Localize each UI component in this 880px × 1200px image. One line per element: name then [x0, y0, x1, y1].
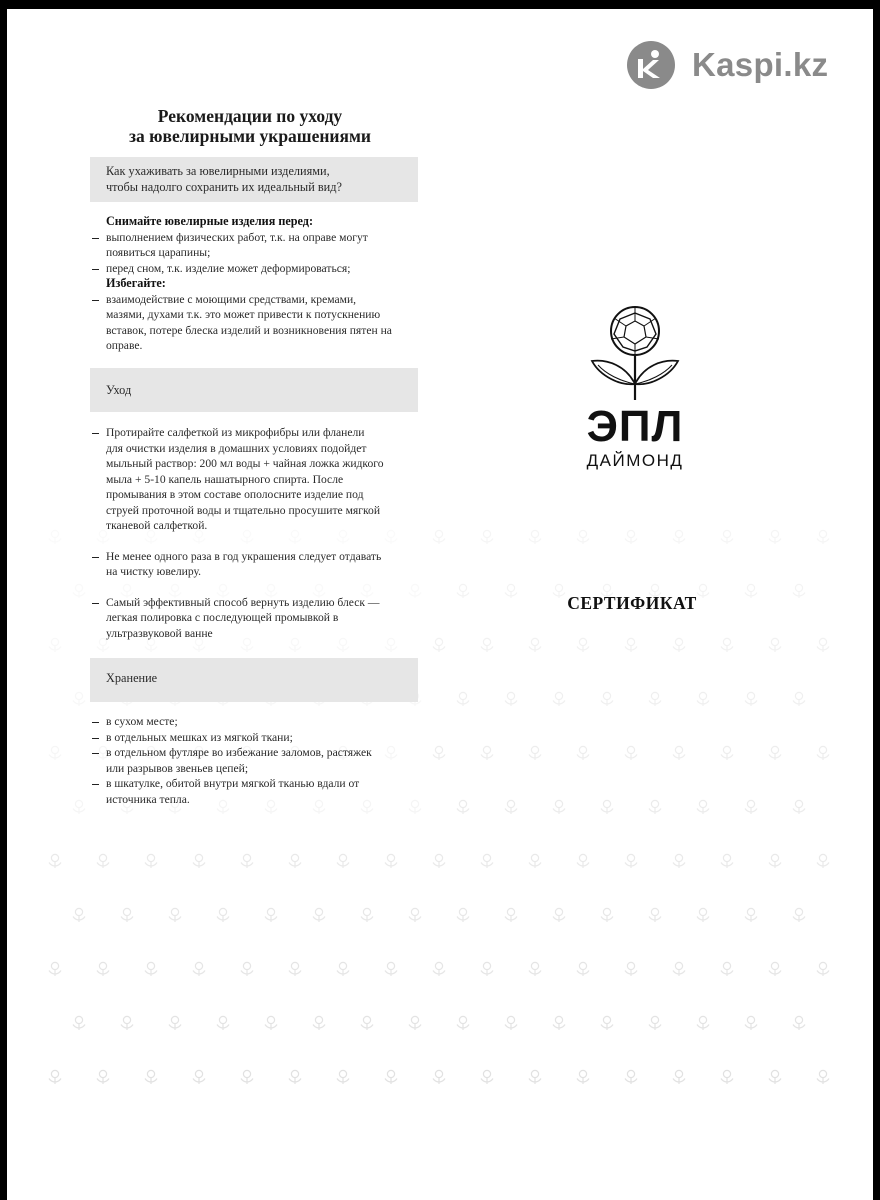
watermark-flower-icon [503, 907, 519, 923]
watermark-flower-icon [479, 1069, 495, 1085]
watermark-flower-icon [47, 745, 63, 761]
watermark-flower-icon [431, 961, 447, 977]
watermark-flower-icon [527, 961, 543, 977]
diamond-flower-icon [590, 304, 680, 402]
watermark-flower-icon [791, 583, 807, 599]
watermark-flower-icon [239, 961, 255, 977]
watermark-flower-icon [743, 583, 759, 599]
page-title [90, 106, 410, 146]
watermark-flower-icon [503, 1015, 519, 1031]
watermark-flower-icon [551, 907, 567, 923]
brand-name: ЭПЛ [586, 402, 684, 451]
watermark-flower-icon [791, 1015, 807, 1031]
watermark-flower-icon [791, 799, 807, 815]
watermark-flower-icon [71, 583, 87, 599]
watermark-flower-icon [359, 907, 375, 923]
watermark-flower-icon [191, 1069, 207, 1085]
watermark-flower-icon [407, 1015, 423, 1031]
watermark-flower-icon [647, 799, 663, 815]
watermark-flower-icon [575, 1069, 591, 1085]
list-item-continuation: тканевой салфеткой. [106, 519, 208, 532]
list-item-continuation: ультразвуковой ванне [106, 626, 213, 640]
remove-heading: Снимайте ювелирные изделия перед: [106, 214, 314, 228]
watermark-flower-icon [407, 907, 423, 923]
watermark-flower-icon [671, 637, 687, 653]
watermark-flower-icon [671, 961, 687, 977]
list-item-continuation: промывания в этом составе ополосните изделие под [106, 488, 364, 501]
watermark-flower-icon [671, 745, 687, 761]
watermark-flower-icon [215, 1015, 231, 1031]
watermark-flower-icon [743, 1015, 759, 1031]
watermark-flower-icon [383, 853, 399, 869]
watermark-flower-icon [503, 691, 519, 707]
watermark-flower-icon [719, 853, 735, 869]
watermark-flower-icon [623, 637, 639, 653]
watermark-flower-icon [47, 1069, 63, 1085]
watermark-flower-icon [623, 961, 639, 977]
watermark-flower-icon [527, 637, 543, 653]
watermark-flower-icon [479, 745, 495, 761]
list-item-continuation: мыльный раствор: 200 мл воды + чайная ложка жидкого [106, 457, 384, 470]
watermark-flower-icon [647, 907, 663, 923]
watermark-flower-icon [647, 1015, 663, 1031]
watermark-flower-icon [695, 907, 711, 923]
watermark-flower-icon [167, 1015, 183, 1031]
question-band [90, 157, 418, 202]
question-line: чтобы надолго сохранить их идеальный вид? [106, 180, 342, 194]
watermark-flower-icon [815, 529, 831, 545]
watermark-flower-icon [455, 1015, 471, 1031]
kaspi-logo [626, 39, 856, 91]
storage-heading: Хранение [106, 671, 158, 685]
watermark-flower-icon [359, 1015, 375, 1031]
list-item: в сухом месте; [90, 714, 435, 730]
watermark-flower-icon [815, 1069, 831, 1085]
watermark-flower-icon [455, 907, 471, 923]
watermark-flower-icon [47, 529, 63, 545]
list-item-continuation: источника тепла. [106, 792, 190, 806]
watermark-flower-icon [47, 637, 63, 653]
watermark-flower-icon [623, 1069, 639, 1085]
watermark-flower-icon [431, 853, 447, 869]
watermark-flower-icon [575, 961, 591, 977]
watermark-flower-icon [191, 961, 207, 977]
list-item: в отдельном футляре во избежание заломов, растяжек [90, 745, 435, 761]
watermark-flower-icon [623, 853, 639, 869]
watermark-flower-icon [95, 1069, 111, 1085]
watermark-flower-icon [767, 853, 783, 869]
list-item-continuation: для очистки изделия в домашних условиях подойдет [106, 441, 367, 455]
watermark-flower-icon [335, 1069, 351, 1085]
watermark-flower-icon [119, 1015, 135, 1031]
watermark-flower-icon [71, 1015, 87, 1031]
care-heading: Уход [106, 383, 132, 397]
watermark-flower-icon [263, 907, 279, 923]
watermark-flower-icon [263, 1015, 279, 1031]
watermark-flower-icon [71, 799, 87, 815]
watermark-flower-icon [527, 1069, 543, 1085]
watermark-flower-icon [167, 907, 183, 923]
watermark-flower-icon [47, 961, 63, 977]
watermark-flower-icon [743, 907, 759, 923]
list-item-continuation: струей проточной воды и тщательно просушите мягкой [106, 503, 381, 517]
watermark-flower-icon [719, 1069, 735, 1085]
watermark-flower-icon [623, 745, 639, 761]
watermark-flower-icon [695, 799, 711, 815]
watermark-flower-icon [143, 853, 159, 869]
document-page [7, 9, 873, 1200]
list-item: взаимодействие с моющими средствами, кремами, [90, 292, 435, 308]
list-item: в отдельных мешках из мягкой ткани; [90, 730, 435, 746]
watermark-flower-icon [575, 637, 591, 653]
kaspi-logo-text: Kaspi.kz [692, 46, 829, 83]
watermark-flower-icon [695, 1015, 711, 1031]
watermark-flower-icon [599, 907, 615, 923]
watermark-flower-icon [695, 691, 711, 707]
watermark-flower-icon [503, 583, 519, 599]
watermark-flower-icon [431, 1069, 447, 1085]
list-item: перед сном, т.к. изделие может деформироваться; [90, 261, 435, 277]
watermark-flower-icon [383, 961, 399, 977]
watermark-flower-icon [767, 1069, 783, 1085]
watermark-flower-icon [743, 691, 759, 707]
avoid-heading: Избегайте: [106, 276, 166, 290]
watermark-flower-icon [527, 745, 543, 761]
watermark-flower-icon [551, 799, 567, 815]
watermark-flower-icon [767, 961, 783, 977]
list-item: Не менее одного раза в год украшения следует отдавать [90, 549, 435, 565]
list-item: Самый эффективный способ вернуть изделию блеск — [90, 595, 435, 611]
watermark-flower-icon [479, 853, 495, 869]
storage-band [90, 658, 418, 702]
watermark-flower-icon [575, 529, 591, 545]
watermark-flower-icon [119, 907, 135, 923]
watermark-flower-icon [791, 691, 807, 707]
list-item-continuation: вставок, потере блеска изделий и возникновения пятен на [106, 323, 392, 337]
watermark-flower-icon [479, 529, 495, 545]
watermark-flower-icon [767, 637, 783, 653]
list-item: выполнением физических работ, т.к. на оправе могут [90, 230, 435, 246]
storage-section [90, 714, 435, 807]
watermark-flower-icon [335, 961, 351, 977]
list-item-continuation: мыла + 5-10 капель нашатырного спирта. После [106, 472, 344, 486]
list-item-continuation: оправе. [106, 339, 143, 352]
watermark-flower-icon [95, 853, 111, 869]
watermark-flower-icon [455, 583, 471, 599]
watermark-flower-icon [599, 799, 615, 815]
watermark-flower-icon [551, 1015, 567, 1031]
watermark-flower-icon [767, 745, 783, 761]
watermark-flower-icon [311, 1015, 327, 1031]
watermark-flower-icon [287, 1069, 303, 1085]
watermark-flower-icon [383, 1069, 399, 1085]
list-item: в шкатулке, обитой внутри мягкой тканью вдали от [90, 776, 435, 792]
title-line: за ювелирными украшениями [128, 126, 371, 146]
watermark-flower-icon [599, 1015, 615, 1031]
watermark-flower-icon [287, 853, 303, 869]
brand-logo [580, 304, 690, 484]
watermark-flower-icon [503, 799, 519, 815]
watermark-flower-icon [719, 529, 735, 545]
list-item-continuation: появиться царапины; [106, 246, 211, 259]
list-item-continuation: или разрывов звеньев цепей; [106, 761, 249, 775]
watermark-flower-icon [647, 691, 663, 707]
list-item-continuation: на чистку ювелиру. [106, 565, 202, 578]
watermark-flower-icon [815, 961, 831, 977]
title-line: Рекомендации по уходу [157, 106, 343, 126]
list-item-continuation: мазями, духами т.к. это может привести к потускнению [106, 308, 381, 321]
watermark-flower-icon [575, 853, 591, 869]
list-item: Протирайте салфеткой из микрофибры или фланели [90, 425, 435, 441]
watermark-flower-icon [191, 853, 207, 869]
watermark-flower-icon [143, 1069, 159, 1085]
watermark-flower-icon [215, 907, 231, 923]
watermark-flower-icon [455, 691, 471, 707]
watermark-flower-icon [719, 961, 735, 977]
watermark-flower-icon [551, 691, 567, 707]
watermark-flower-icon [719, 637, 735, 653]
watermark-flower-icon [455, 799, 471, 815]
question-line: Как ухаживать за ювелирными изделиями, [106, 164, 330, 178]
watermark-flower-icon [767, 529, 783, 545]
watermark-flower-icon [623, 529, 639, 545]
watermark-flower-icon [239, 1069, 255, 1085]
watermark-flower-icon [599, 691, 615, 707]
watermark-flower-icon [311, 907, 327, 923]
watermark-flower-icon [335, 853, 351, 869]
watermark-flower-icon [95, 961, 111, 977]
kaspi-logo-icon [626, 40, 676, 90]
watermark-flower-icon [479, 961, 495, 977]
watermark-flower-icon [719, 745, 735, 761]
watermark-flower-icon [815, 637, 831, 653]
watermark-flower-icon [527, 853, 543, 869]
watermark-flower-icon [239, 853, 255, 869]
watermark-flower-icon [479, 637, 495, 653]
watermark-flower-icon [671, 1069, 687, 1085]
watermark-flower-icon [815, 853, 831, 869]
watermark-flower-icon [815, 745, 831, 761]
list-item-continuation: легкая полировка с последующей промывкой в [106, 611, 339, 624]
watermark-flower-icon [743, 799, 759, 815]
watermark-flower-icon [791, 907, 807, 923]
watermark-flower-icon [143, 961, 159, 977]
brand-subtitle: ДАЙМОНД [586, 451, 684, 470]
care-section [90, 425, 435, 641]
certificate-title: СЕРТИФИКАТ [567, 593, 697, 613]
watermark-flower-icon [71, 691, 87, 707]
watermark-flower-icon [671, 529, 687, 545]
watermark-flower-icon [575, 745, 591, 761]
watermark-flower-icon [287, 961, 303, 977]
watermark-flower-icon [71, 907, 87, 923]
watermark-flower-icon [671, 853, 687, 869]
care-band [90, 368, 418, 412]
watermark-flower-icon [527, 529, 543, 545]
watermark-flower-icon [47, 853, 63, 869]
intro-section [90, 214, 435, 354]
